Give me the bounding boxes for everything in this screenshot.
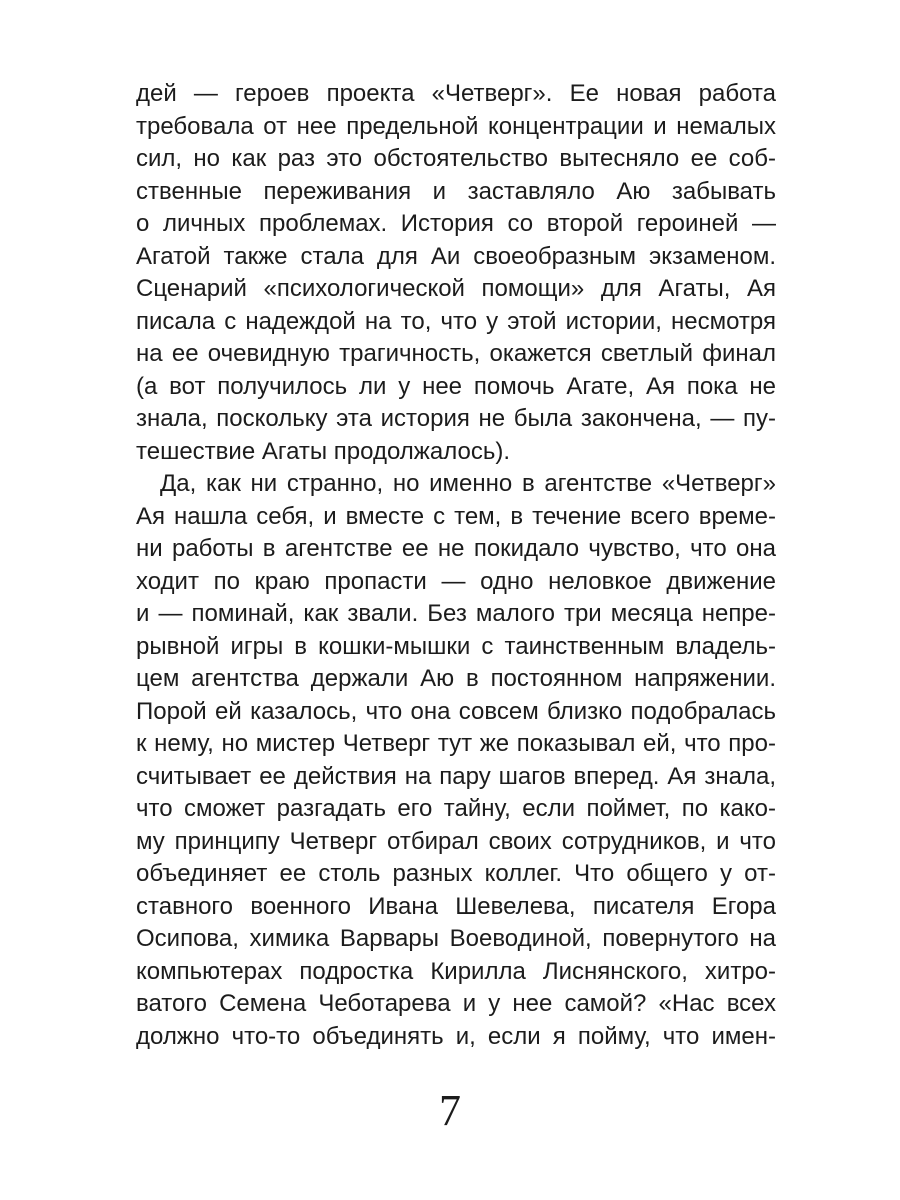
text-line: ни работы в агентстве ее не покидало чувство, что она — [136, 535, 776, 562]
text-line: ватого Семена Чеботарева и у нее самой? «Нас всех — [136, 990, 776, 1017]
text-line: цем агентства держали Аю в постоянном напряжении. — [136, 665, 776, 692]
text-line: Да, как ни странно, но именно в агентстве «Четверг» — [160, 470, 776, 497]
text-line: требовала от нее предельной концентрации и немалых — [136, 112, 776, 140]
text-line: ставного военного Ивана Шевелева, писателя Егора — [136, 892, 776, 920]
page-number: 7 — [439, 1086, 461, 1135]
text-line: Порой ей казалось, что она совсем близко подобралась — [136, 697, 776, 725]
text-line: Сценарий «психологической помощи» для Агаты, Ая — [136, 275, 776, 302]
text-line: считывает ее действия на пару шагов вперед. Ая знала, — [136, 762, 776, 790]
text-line: рывной игры в кошки-мышки с таинственным владель- — [136, 632, 776, 660]
text-line: о личных проблемах. История со второй героиней — — [136, 210, 776, 237]
text-line: Ая нашла себя, и вместе с тем, в течение всего време- — [136, 502, 776, 530]
text-line: объединяет ее столь разных коллег. Что общего у от- — [136, 860, 776, 887]
text-line: на ее очевидную трагичность, окажется светлый финал — [136, 340, 776, 367]
text-line: писала с надеждой на то, что у этой истории, несмотря — [136, 307, 776, 335]
text-line: должно что-то объединять и, если я пойму, что имен- — [136, 1022, 776, 1050]
text-line: и — поминай, как звали. Без малого три месяца непре- — [136, 600, 776, 627]
text-line: знала, поскольку эта история не была закончена, — пу- — [136, 405, 776, 432]
text-line: му принципу Четверг отбирал своих сотрудников, и что — [136, 827, 776, 855]
text-line: тешествие Агаты продолжалось). — [136, 437, 510, 465]
text-line: что сможет разгадать его тайну, если поймет, по како- — [136, 795, 776, 822]
text-line: компьютерах подростка Кирилла Лиснянского, хитро- — [136, 957, 776, 985]
text-line: Агатой также стала для Аи своеобразным экзаменом. — [136, 242, 776, 270]
text-line: Осипова, химика Варвары Воеводиной, повернутого на — [136, 925, 776, 952]
text-line: к нему, но мистер Четверг тут же показывал ей, что про- — [136, 730, 776, 757]
text-line: (а вот получилось ли у нее помочь Агате, Ая пока не — [136, 372, 776, 400]
text-line: ходит по краю пропасти — одно неловкое движение — [136, 567, 776, 595]
text-line: ственные переживания и заставляло Аю забывать — [136, 177, 776, 205]
body-text — [136, 78, 776, 1053]
text-line: дей — героев проекта «Четверг». Ее новая работа — [136, 80, 776, 107]
text-line: сил, но как раз это обстоятельство вытесняло ее соб- — [136, 145, 776, 172]
